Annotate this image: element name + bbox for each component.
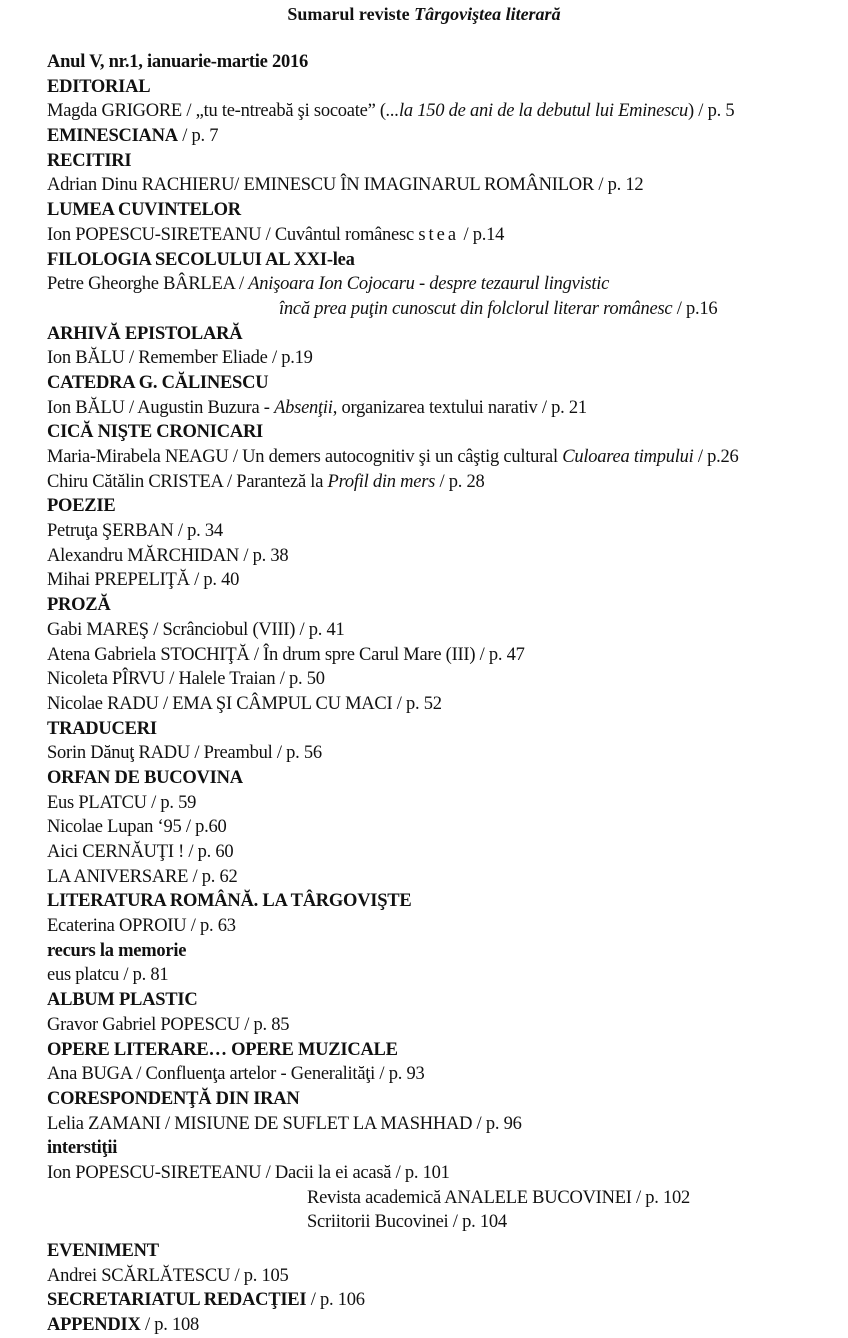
entry-italic: Culoarea timpului [562,447,694,467]
toc-entry: Nicolae RADU / EMA ŞI CÂMPUL CU MACI / p. 52 [47,693,442,714]
toc-entry: Atena Gabriela STOCHIŢĂ / În drum spre Carul Mare (III) / p. 47 [47,644,525,665]
section-heading-catedra: CATEDRA G. CĂLINESCU [47,372,269,393]
entry-page: / p.16 [672,298,718,319]
toc-entry [47,470,847,495]
section-heading-interstitii: interstiţii [47,1138,118,1159]
toc-entry: Aici CERNĂUŢI ! / p. 60 [47,842,234,862]
entry-italic: Absenţii [274,397,333,418]
entry-page: ) / p. 5 [688,101,735,122]
table-of-contents [47,50,847,1338]
entry-text: Ion BĂLU / Augustin Buzura - [47,397,275,418]
toc-entry: Revista academică ANALELE BUCOVINEI / p. 102 [307,1187,691,1208]
toc-entry: Gravor Gabriel POPESCU / p. 85 [47,1014,290,1035]
entry-text: Petre Gheorghe BÂRLEA / [47,274,249,295]
section-heading-lumea-cuvintelor: LUMEA CUVINTELOR [47,200,241,221]
toc-entry: Mihai PREPELIŢĂ / p. 40 [47,570,240,591]
toc-entry: Nicoleta PÎRVU / Halele Traian / p. 50 [47,669,325,690]
section-heading-literatura: LITERATURA ROMÂNĂ. LA TÂRGOVIŞTE [47,891,412,912]
toc-entry [47,1288,847,1313]
entry-text: Maria-Mirabela NEAGU / Un demers autocognitiv şi un câştig cultural [47,447,563,467]
toc-entry: Andrei SCĂRLĂTESCU / p. 105 [47,1265,289,1286]
toc-entry: Adrian Dinu RACHIERU/ EMINESCU ÎN IMAGINARUL ROMÂNILOR / p. 12 [47,175,644,196]
toc-entry [47,396,847,421]
toc-entry [47,124,847,149]
toc-entry: Gabi MAREŞ / Scrânciobul (VIII) / p. 41 [47,619,345,640]
entry-italic: încă prea puţin cunoscut din folclorul literar românesc [279,298,673,319]
toc-entry [47,445,847,470]
toc-entry: eus platcu / p. 81 [47,965,169,986]
toc-entry: Petruţa ŞERBAN / p. 34 [47,521,223,542]
section-heading-secretariat: SECRETARIATUL REDACŢIEI [47,1290,307,1311]
entry-text: Magda GRIGORE / „tu te-ntreabă şi socoate” ( [47,101,386,122]
entry-page: / p.26 [693,447,739,467]
toc-entry-continuation [47,297,847,322]
toc-entry [47,223,847,248]
page-title [0,2,848,26]
entry-page: / p. 106 [306,1290,365,1311]
title-prefix: Sumarul reviste [287,4,415,24]
toc-entry: Ana BUGA / Confluenţa artelor - Generalităţi / p. 93 [47,1064,425,1085]
toc-entry: Nicolae Lupan ‘95 / p.60 [47,817,227,838]
toc-entry [47,99,847,124]
section-heading-album: ALBUM PLASTIC [47,990,198,1011]
toc-entry: Ecaterina OPROIU / p. 63 [47,916,236,937]
entry-text: , organizarea textului narativ / p. 21 [332,397,587,418]
entry-italic: Profil din mers [327,471,436,492]
entry-text: Chiru Cătălin CRISTEA / Paranteză la [47,471,328,492]
toc-entry: Sorin Dănuţ RADU / Preambul / p. 56 [47,743,322,764]
section-heading-eminesciana: EMINESCIANA [47,126,178,147]
section-heading-traduceri: TRADUCERI [47,718,157,739]
entry-text: Ion POPESCU-SIRETEANU / Cuvântul românesc [47,224,419,245]
section-heading-opere: OPERE LITERARE… OPERE MUZICALE [47,1039,398,1060]
toc-entry: LA ANIVERSARE / p. 62 [47,866,238,887]
section-heading-orfan: ORFAN DE BUCOVINA [47,767,243,788]
section-heading-proza: PROZĂ [47,595,111,616]
section-heading-filologia: FILOLOGIA SECOLULUI AL XXI-lea [47,249,355,270]
entry-page: / p. 7 [177,126,219,147]
section-heading-appendix: APPENDIX [47,1315,141,1336]
section-heading-recitiri: RECITIRI [47,150,132,171]
toc-entry: Ion POPESCU-SIRETEANU / Dacii la ei acasă / p. 101 [47,1162,450,1183]
section-heading-recurs: recurs la memorie [47,940,187,961]
toc-entry [47,272,847,297]
section-heading-iran: CORESPONDENŢĂ DIN IRAN [47,1088,300,1109]
section-heading-poezie: POEZIE [47,496,116,517]
entry-italic: ...la 150 de ani de la debutul lui Eminescu [385,101,689,122]
entry-page: / p. 108 [140,1315,199,1336]
entry-spaced-word: stea [418,224,460,245]
entry-italic: Anişoara Ion Cojocaru - despre tezaurul lingvistic [248,274,610,295]
issue-heading: Anul V, nr.1, ianuarie-martie 2016 [47,52,308,72]
toc-entry: Scriitorii Bucovinei / p. 104 [307,1212,507,1233]
section-heading-cronicari: CICĂ NIŞTE CRONICARI [47,422,264,443]
journal-name: Târgoviştea literară [414,4,561,24]
entry-page: / p.14 [463,224,505,245]
section-heading-arhiva: ARHIVĂ EPISTOLARĂ [47,323,243,344]
section-heading-eveniment: EVENIMENT [47,1241,159,1261]
toc-entry: Lelia ZAMANI / MISIUNE DE SUFLET LA MASHHAD / p. 96 [47,1113,522,1134]
toc-entry: Eus PLATCU / p. 59 [47,792,197,813]
toc-entry [47,1313,847,1338]
toc-entry: Ion BĂLU / Remember Eliade / p.19 [47,348,313,369]
entry-page: / p. 28 [435,471,485,492]
toc-entry: Alexandru MĂRCHIDAN / p. 38 [47,545,289,566]
section-heading-editorial: EDITORIAL [47,76,151,97]
